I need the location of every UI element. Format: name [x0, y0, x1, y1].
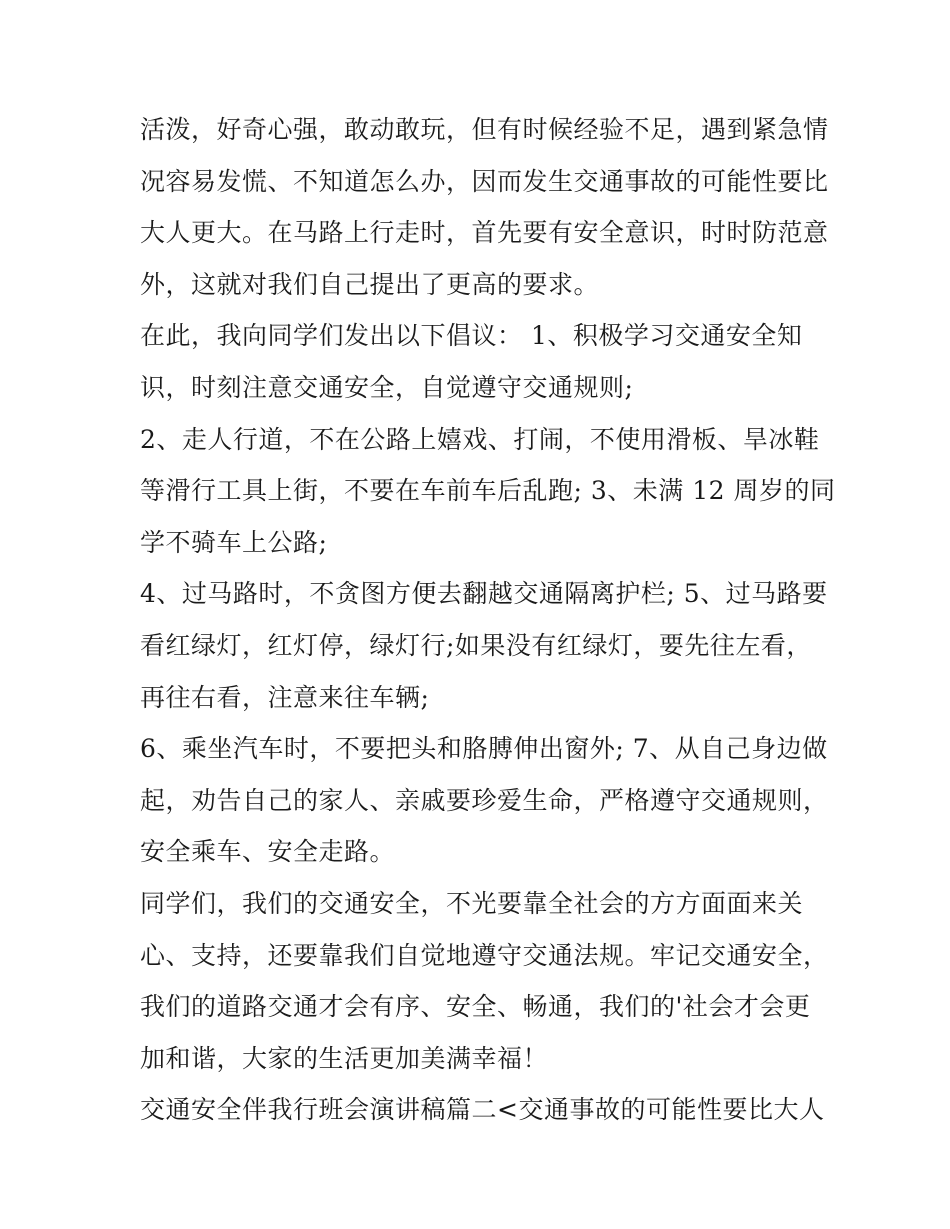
text-line: 6、乘坐汽车时，不要把头和胳膊伸出窗外; 7、从自己身边做	[140, 734, 828, 764]
text-line: 起，劝告自己的家人、亲戚要珍爱生命，严格遵守交通规则，	[140, 785, 829, 815]
text-line: 4、过马路时，不贪图方便去翻越交通隔离护栏; 5、过马路要	[140, 579, 828, 609]
document-body	[140, 104, 836, 1136]
text-line: 安全乘车、安全走路。	[140, 837, 396, 867]
text-line: 看红绿灯，红灯停，绿灯行;如果没有红绿灯，要先往左看，	[140, 630, 812, 660]
text-line: 在此，我向同学们发出以下倡议： 1、积极学习交通安全知	[140, 321, 803, 351]
text-line: 等滑行工具上街，不要在车前车后乱跑; 3、未满 12 周岁的同	[140, 476, 836, 506]
text-line: 学不骑车上公路;	[140, 527, 328, 557]
text-line: 同学们，我们的交通安全，不光要靠全社会的方方面面来关	[140, 888, 804, 918]
text-line: 交通安全伴我行班会演讲稿篇二<交通事故的可能性要比大人	[140, 1095, 825, 1125]
text-line: 再往右看，注意来往车辆;	[140, 682, 430, 712]
text-line: 识，时刻注意交通安全，自觉遵守交通规则;	[140, 372, 634, 402]
text-line: 我们的道路交通才会有序、安全、畅通，我们的'社会才会更	[140, 992, 811, 1022]
text-line: 2、走人行道，不在公路上嬉戏、打闹，不使用滑板、旱冰鞋	[140, 424, 820, 454]
text-line: 外，这就对我们自己提出了更高的要求。	[140, 269, 600, 299]
text-line: 大人更大。在马路上行走时，首先要有安全意识，时时防范意	[140, 218, 829, 248]
text-line: 况容易发慌、不知道怎么办，因而发生交通事故的可能性要比	[140, 166, 829, 196]
text-line: 活泼，好奇心强，敢动敢玩，但有时候经验不足，遇到紧急情	[140, 115, 829, 144]
text-line: 心、支持，还要靠我们自觉地遵守交通法规。牢记交通安全，	[140, 940, 829, 970]
text-line: 加和谐，大家的生活更加美满幸福！	[140, 1043, 549, 1073]
